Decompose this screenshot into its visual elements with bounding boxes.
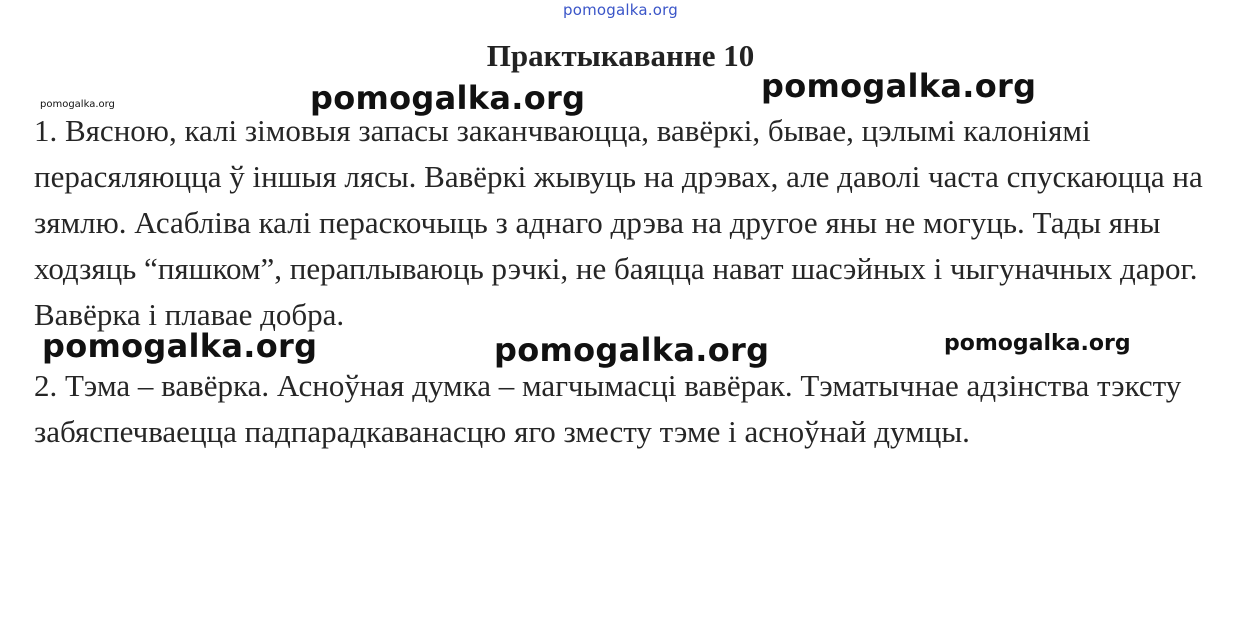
page-title: Практыкаванне 10 (486, 38, 755, 73)
paragraph-2: 2. Тэма – вавёрка. Асноўная думка – магчымасці вавёрак. Тэматычнае адзінства тэксту забяспечваецца падпарадкаванасцю яго зместу тэме і асноўнай думцы. (34, 368, 1182, 449)
watermark-big-4: pomogalka.org (494, 331, 770, 369)
watermark-big-3: pomogalka.org (42, 327, 318, 365)
watermark-medium-right: pomogalka.org (944, 331, 1131, 356)
paragraph-1: 1. Вясною, калі зімовыя запасы заканчваюцца, вавёркі, бывае, цэлымі калоніямі перасяляюцца ў іншыя лясы. Вавёркі жывуць на дрэвах, але даволі часта спускаюцца на зямлю. Асабліва калі пераскочыць з аднаго дрэва на другое яны не могуць. Тады яны ходзяць “пяшком”, пераплываюць рэчкі, не баяцца нават шасэйных і чыгуначных дарог. Вавёрка і плавае добра. (34, 113, 1203, 332)
watermark-big-2: pomogalka.org (761, 67, 1037, 105)
watermark-small-left: pomogalka.org (40, 99, 115, 110)
watermark-top: pomogalka.org (563, 1, 678, 19)
watermark-big-1: pomogalka.org (310, 79, 586, 117)
